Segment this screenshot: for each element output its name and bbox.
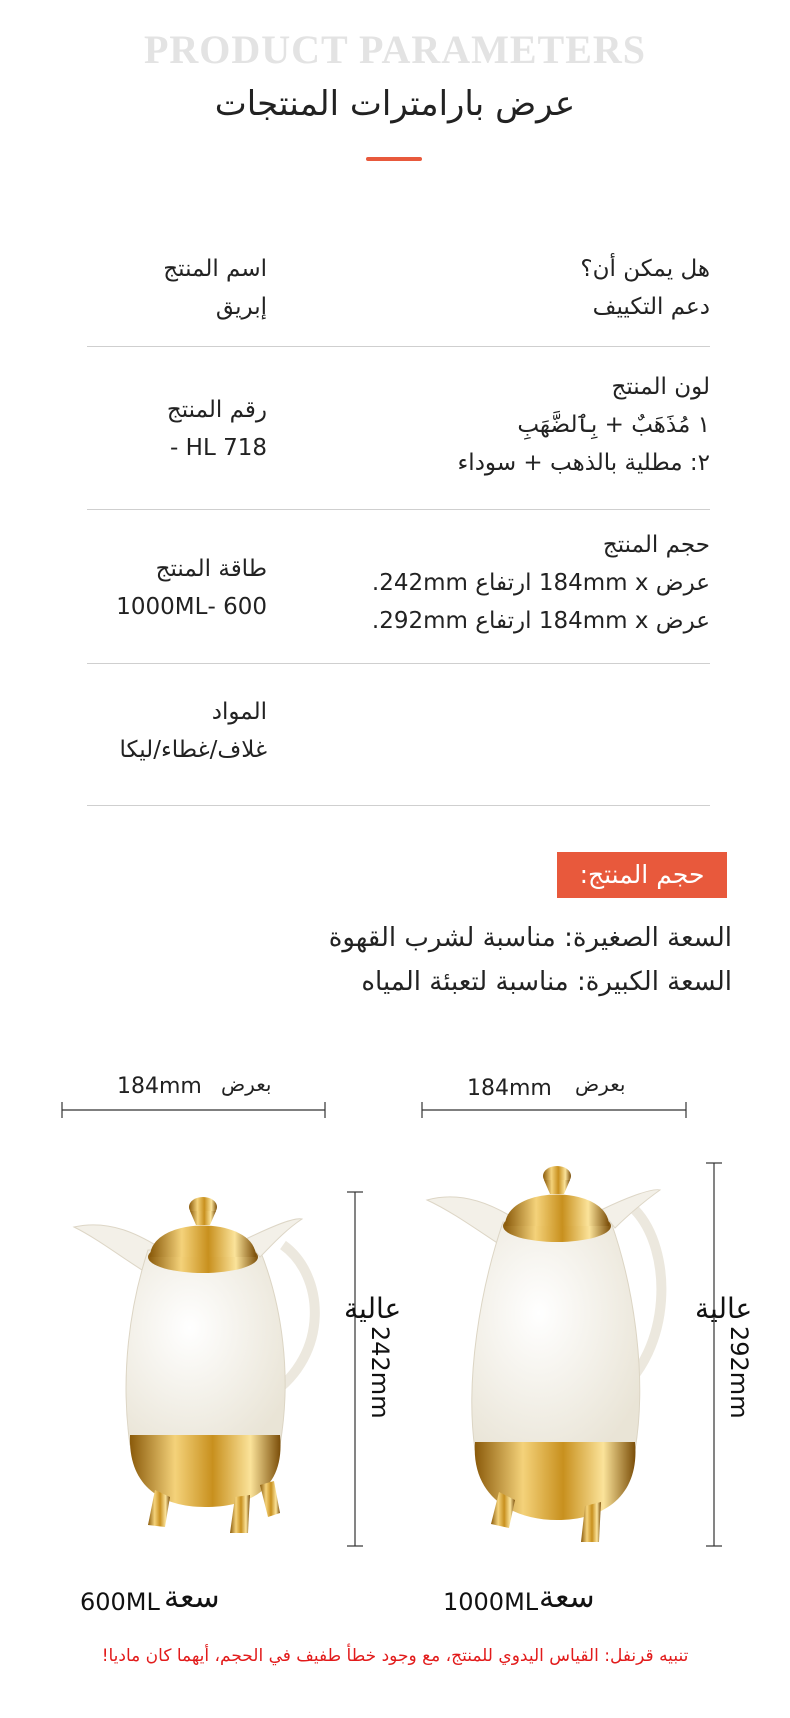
- left-width-label: بعرض: [221, 1072, 272, 1096]
- left-height-value: 242mm: [366, 1326, 394, 1419]
- param-material-label: المواد: [211, 699, 267, 725]
- right-height-label: عالية: [695, 1292, 753, 1325]
- param-name-value: إبريق: [215, 294, 267, 320]
- param-size-label: حجم المنتج: [602, 532, 710, 558]
- divider: [87, 663, 710, 664]
- size-section-badge: حجم المنتج:: [557, 852, 727, 898]
- param-capacity-value: 600 -1000ML: [116, 594, 267, 620]
- param-capacity: [67, 550, 267, 626]
- param-customize-question: هل يمكن أن؟: [580, 256, 710, 282]
- param-color-option-2: ٢: مطلية بالذهب + سوداء: [457, 450, 710, 476]
- large-capacity-value: 1000ML: [443, 1588, 539, 1616]
- param-name-label: اسم المنتج: [163, 256, 267, 282]
- param-color: [350, 368, 710, 482]
- param-size-option-2: عرض 184mm x ارتفاع 292mm.: [371, 608, 710, 634]
- param-material: [67, 693, 267, 769]
- param-color-option-1: ١ مُذَهَبٌ + بِٱلضَّهَبِ: [517, 412, 710, 438]
- header-accent-line: [366, 157, 422, 161]
- param-customize: [350, 250, 710, 326]
- divider: [87, 805, 710, 806]
- large-capacity-description: السعة الكبيرة: مناسبة لتعبئة المياه: [361, 967, 732, 997]
- large-pot-image: [425, 1150, 685, 1545]
- small-capacity-value: 600ML: [80, 1588, 160, 1616]
- small-pot-image: [70, 1185, 320, 1545]
- large-capacity-label: سعة: [539, 1580, 595, 1615]
- right-width-label: بعرض: [575, 1072, 626, 1096]
- header-title-en: PRODUCT PARAMETERS: [143, 27, 647, 72]
- param-number: [67, 391, 267, 467]
- param-color-label: لون المنتج: [611, 374, 710, 400]
- param-material-value: غلاف/غطاء/ليكا: [119, 737, 267, 763]
- small-capacity-label: سعة: [164, 1580, 220, 1615]
- left-width-value: 184mm: [117, 1074, 202, 1099]
- param-name: [67, 250, 267, 326]
- param-capacity-label: طاقة المنتج: [155, 556, 267, 582]
- param-size: [350, 526, 710, 640]
- right-height-value: 292mm: [725, 1326, 753, 1419]
- param-number-label: رقم المنتج: [166, 397, 267, 423]
- measurement-warning: تنبيه قرنفل: القياس اليدوي للمنتج، مع وجود خطأ طفيف في الحجم، أيهما كان ماديا!: [101, 1646, 689, 1666]
- divider: [87, 346, 710, 347]
- param-size-option-1: عرض 184mm x ارتفاع 242mm.: [371, 570, 710, 596]
- small-capacity-description: السعة الصغيرة: مناسبة لشرب القهوة: [328, 923, 732, 953]
- param-number-value: HL 718 -: [170, 435, 267, 461]
- header-title-ar: عرض بارامترات المنتجات: [214, 84, 576, 124]
- left-height-label: عالية: [344, 1292, 402, 1325]
- right-width-value: 184mm: [467, 1076, 552, 1101]
- divider: [87, 509, 710, 510]
- param-customize-value: دعم التكييف: [592, 294, 710, 320]
